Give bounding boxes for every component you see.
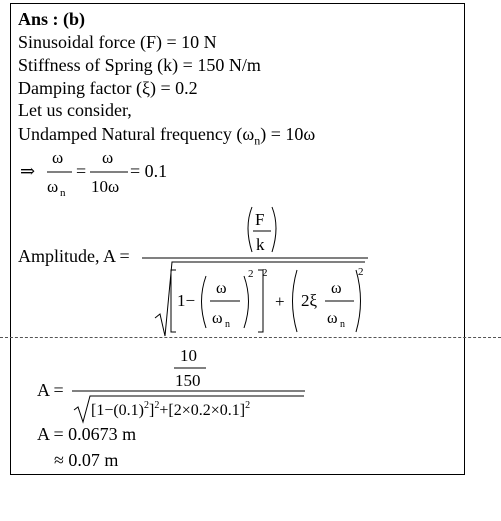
svg-text:n: n	[60, 187, 66, 199]
svg-text:ω: ω	[327, 310, 338, 327]
svg-text:ω: ω	[47, 177, 59, 196]
answer-heading: Ans : (b)	[18, 9, 86, 29]
frequency-ratio-equation	[20, 148, 167, 199]
result-line: A = 0.0673 m	[37, 424, 137, 444]
svg-text:k: k	[256, 235, 265, 254]
svg-text:F: F	[255, 210, 265, 229]
svg-text:[1−(0.1)2]2+[2×0.2×0.1]2: $[1-(0.1)^2]^2+[2\times 0.2\times 0.1]^2$	[91, 400, 251, 419]
svg-text:ω: ω	[331, 280, 342, 297]
svg-text:+: +	[275, 292, 285, 311]
svg-text:Amplitude, A =: Amplitude, A =	[18, 246, 130, 266]
svg-text:2: 2	[358, 266, 364, 278]
svg-text:=: =	[76, 161, 87, 181]
stiffness-line: Stiffness of Spring (k) = 150 N/m	[18, 55, 261, 75]
damping-line: Damping factor (ξ) = 0.2	[18, 78, 198, 98]
svg-text:ω: ω	[216, 280, 227, 297]
svg-text:2ξ: 2ξ	[301, 291, 318, 310]
natural-frequency-line: Undamped Natural frequency $(\omega_n) = 10\omega$	[18, 124, 316, 148]
svg-text:ω: ω	[52, 148, 64, 167]
svg-text:2: 2	[262, 267, 268, 279]
force-line: Sinusoidal force (F) = 10 N	[18, 32, 217, 52]
svg-text:ω: ω	[212, 310, 223, 327]
svg-text:2: 2	[248, 268, 254, 280]
svg-text:n: n	[340, 319, 345, 330]
amplitude-formula	[18, 207, 368, 336]
svg-text:= 0.1: = 0.1	[130, 161, 168, 181]
svg-text:150: 150	[175, 371, 201, 390]
svg-text:1−: 1−	[177, 291, 196, 310]
svg-text:A =: A =	[37, 380, 64, 400]
svg-text:n: n	[225, 319, 230, 330]
svg-text:⇒: ⇒	[20, 161, 36, 181]
approx-result-line: ≈ 0.07 m	[54, 450, 119, 470]
substitution-formula	[37, 346, 305, 422]
consider-line: Let us consider,	[18, 100, 132, 120]
svg-text:ω: ω	[102, 148, 114, 167]
svg-text:10ω: 10ω	[91, 177, 120, 196]
svg-text:10: 10	[180, 346, 197, 365]
